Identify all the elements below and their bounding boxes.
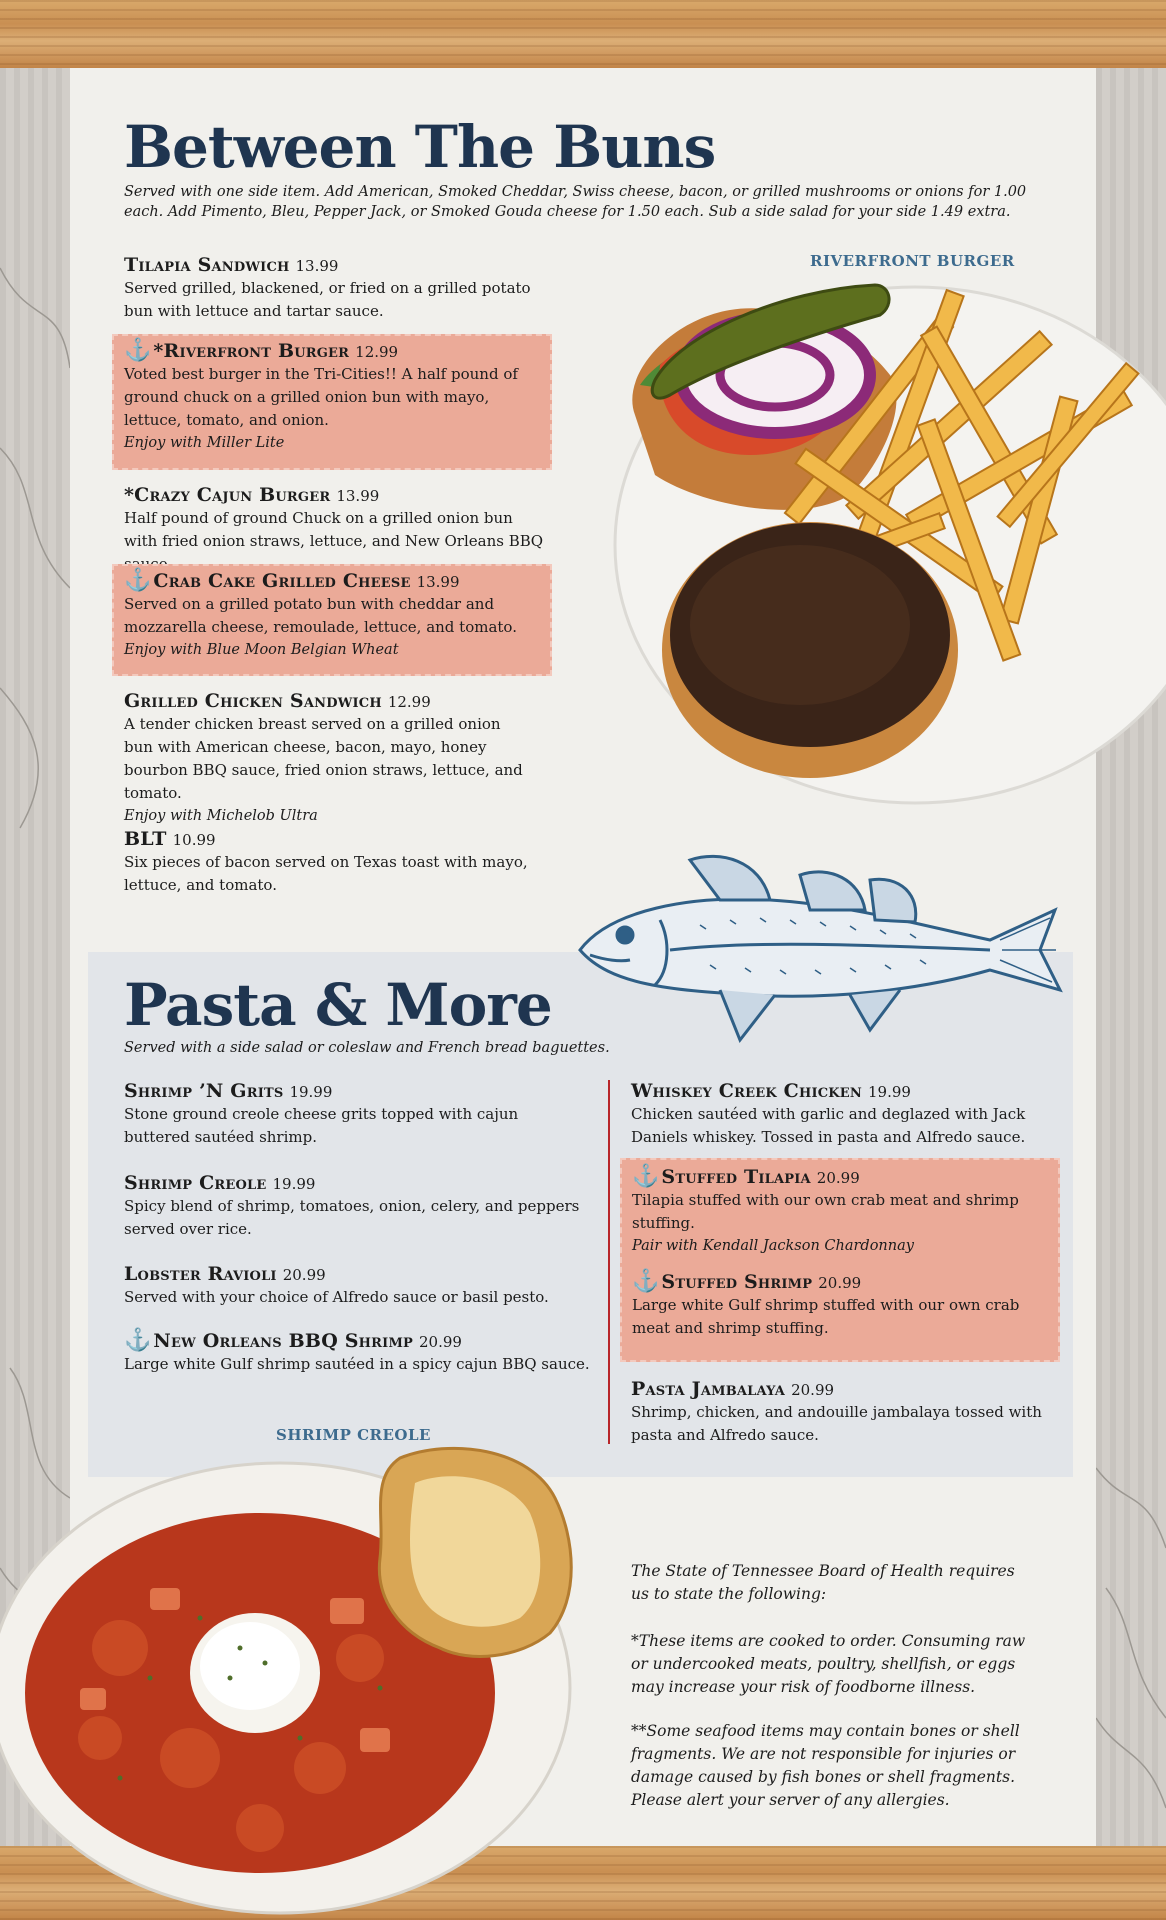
menu-item-new-orleans-bbq-shrimp bbox=[124, 1327, 594, 1376]
item-name: Pasta Jambalaya bbox=[631, 1378, 786, 1400]
menu-item-crab-cake-grilled-cheese bbox=[112, 564, 552, 676]
menu-item-stuffed-shrimp bbox=[632, 1268, 1048, 1340]
column-divider bbox=[608, 1080, 610, 1444]
item-price: 13.99 bbox=[336, 487, 380, 505]
section-title-pasta: Pasta & More bbox=[124, 971, 552, 1039]
item-description: Tilapia stuffed with our own crab meat and shrimp stuffing. bbox=[632, 1191, 1019, 1232]
menu-item-shrimp-n-grits bbox=[124, 1080, 584, 1149]
item-price: 20.99 bbox=[818, 1274, 862, 1292]
item-pairing: Enjoy with Blue Moon Belgian Wheat bbox=[124, 642, 399, 658]
item-name: Crab Cake Grilled Cheese bbox=[153, 570, 411, 592]
section-note-buns: Served with one side item. Add American, Smoked Cheddar, Swiss cheese, bacon, or grilled mushrooms or onions for 1.00 each. Add Pimento, Bleu, Pepper Jack, or Smoked Gouda cheese for 1.50 each. Sub a side salad for your side 1.49 extra. bbox=[124, 184, 1027, 220]
item-name: Tilapia Sandwich bbox=[124, 254, 290, 276]
item-description: Stone ground creole cheese grits topped with cajun buttered sautéed shrimp. bbox=[124, 1105, 519, 1146]
menu-item-pasta-jambalaya bbox=[631, 1378, 1051, 1447]
section-title-buns: Between The Buns bbox=[124, 113, 716, 181]
anchor-icon: ⚓ bbox=[632, 1268, 660, 1294]
section-note-pasta: Served with a side salad or coleslaw and French bread baguettes. bbox=[124, 1040, 610, 1056]
item-description: Served on a grilled potato bun with cheddar and mozzarella cheese, remoulade, lettuce, and tomato. bbox=[124, 595, 517, 636]
health-notice-intro: The State of Tennessee Board of Health requires us to state the following: bbox=[631, 1562, 1015, 1603]
item-pairing: Pair with Kendall Jackson Chardonnay bbox=[632, 1238, 914, 1254]
wood-frame-top bbox=[0, 0, 1166, 68]
menu-item-riverfront-burger bbox=[112, 334, 552, 470]
item-name: Grilled Chicken Sandwich bbox=[124, 690, 382, 712]
item-description: Served with your choice of Alfredo sauce or basil pesto. bbox=[124, 1288, 549, 1306]
item-name: *Crazy Cajun Burger bbox=[124, 484, 331, 506]
stuffed-items-highlight bbox=[620, 1158, 1060, 1362]
photo-label-riverfront-burger: RIVERFRONT BURGER bbox=[810, 252, 1015, 270]
item-description: A tender chicken breast served on a grilled onion bun with American cheese, bacon, mayo, honey bourbon BBQ sauce, fried onion straws, lettuce, and tomato. bbox=[124, 715, 523, 802]
item-description: Shrimp, chicken, and andouille jambalaya tossed with pasta and Alfredo sauce. bbox=[631, 1403, 1042, 1444]
item-price: 19.99 bbox=[867, 1083, 911, 1101]
burger-photo bbox=[560, 255, 1166, 815]
anchor-icon: ⚓ bbox=[124, 567, 152, 593]
item-description: Six pieces of bacon served on Texas toast with mayo, lettuce, and tomato. bbox=[124, 853, 528, 894]
item-pairing: Enjoy with Miller Lite bbox=[124, 435, 285, 451]
item-price: 19.99 bbox=[289, 1083, 333, 1101]
item-description: Half pound of ground Chuck on a grilled onion bun with fried onion straws, lettuce, and New Orleans BBQ bbox=[124, 509, 544, 550]
item-price: 12.99 bbox=[387, 693, 431, 711]
item-price: 13.99 bbox=[416, 573, 460, 591]
anchor-icon: ⚓ bbox=[124, 337, 152, 363]
item-pairing: Enjoy with Michelob Ultra bbox=[124, 808, 318, 824]
item-price: 13.99 bbox=[295, 257, 339, 275]
item-price: 19.99 bbox=[272, 1175, 316, 1193]
item-name: BLT bbox=[124, 828, 167, 850]
item-description: Large white Gulf shrimp sautéed in a spicy cajun BBQ sauce. bbox=[124, 1355, 590, 1373]
anchor-icon: ⚓ bbox=[632, 1163, 660, 1189]
item-name: Stuffed Tilapia bbox=[661, 1166, 811, 1188]
menu-item-lobster-ravioli bbox=[124, 1263, 584, 1309]
item-name: Whiskey Creek Chicken bbox=[631, 1080, 862, 1102]
item-description: Large white Gulf shrimp stuffed with our own crab meat and shrimp stuffing. bbox=[632, 1296, 1020, 1337]
anchor-icon: ⚓ bbox=[124, 1327, 152, 1353]
item-price: 12.99 bbox=[355, 343, 399, 361]
item-name: New Orleans BBQ Shrimp bbox=[153, 1330, 414, 1352]
menu-item-crazy-cajun-burger bbox=[124, 484, 549, 576]
item-price: 20.99 bbox=[419, 1333, 462, 1351]
item-name: Shrimp Creole bbox=[124, 1172, 267, 1194]
item-name: Lobster Ravioli bbox=[124, 1263, 277, 1285]
item-description: Served grilled, blackened, or fried on a grilled potato bun with lettuce and tartar sauce. bbox=[124, 279, 531, 320]
photo-label-shrimp-creole: SHRIMP CREOLE bbox=[276, 1426, 431, 1444]
item-description: Chicken sautéed with garlic and deglazed with Jack Daniels whiskey. Tossed in pasta and Alfredo sauce. bbox=[631, 1105, 1026, 1146]
menu-item-shrimp-creole bbox=[124, 1172, 584, 1241]
item-price: 20.99 bbox=[791, 1381, 835, 1399]
health-notice-raw: *These items are cooked to order. Consuming raw or undercooked meats, poultry, shellfish, or eggs may increase your risk of foodborne illness. bbox=[631, 1632, 1026, 1696]
menu-item-blt bbox=[124, 828, 534, 897]
item-name: Shrimp ’N Grits bbox=[124, 1080, 284, 1102]
item-name: Stuffed Shrimp bbox=[661, 1271, 813, 1293]
item-name: *Riverfront Burger bbox=[153, 340, 350, 362]
menu-item-tilapia-sandwich bbox=[124, 254, 544, 323]
shrimp-creole-photo bbox=[0, 1438, 600, 1920]
item-price: 10.99 bbox=[172, 831, 216, 849]
item-price: 20.99 bbox=[282, 1266, 326, 1284]
item-description: Voted best burger in the Tri-Cities!! A half pound of ground chuck on a grilled onion bun with mayo, lettuce, tomato, and onion. bbox=[124, 365, 518, 429]
health-notice-bones: **Some seafood items may contain bones or shell fragments. We are not responsible for injuries or damage caused by fish bones or shell fragments. Please alert your server of any allergies. bbox=[631, 1722, 1020, 1809]
menu-item-stuffed-tilapia bbox=[632, 1163, 1048, 1257]
item-description: Spicy blend of shrimp, tomatoes, onion, celery, and peppers served over rice. bbox=[124, 1197, 580, 1238]
menu-item-whiskey-creek-chicken bbox=[631, 1080, 1051, 1149]
menu-item-grilled-chicken-sandwich bbox=[124, 690, 534, 827]
fish-illustration bbox=[570, 840, 1065, 1050]
item-price: 20.99 bbox=[816, 1169, 860, 1187]
